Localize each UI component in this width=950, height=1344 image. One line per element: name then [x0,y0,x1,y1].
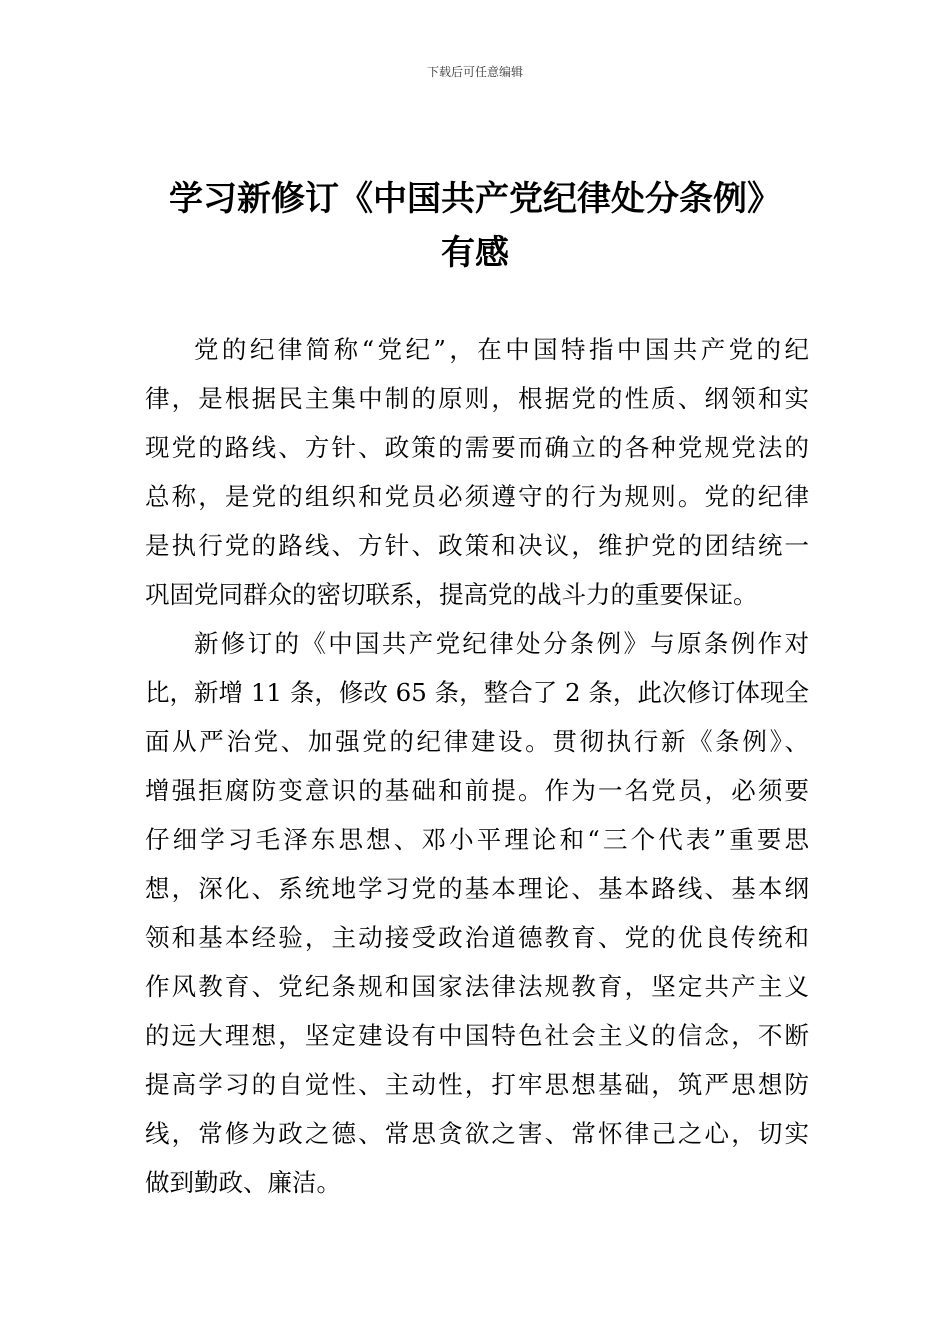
paragraph-line: 比，新增 11 条，修改 65 条，整合了 2 条，此次修订体现全 [145,678,809,707]
paragraph-2 [145,619,809,1207]
paragraph-line: 作风教育、党纪条规和国家法律法规教育，坚定共产主义 [145,972,809,1001]
title-line-1: 学习新修订《中国共产党纪律处分条例》 [169,179,781,219]
document-title [140,172,810,280]
paragraph-line: 律，是根据民主集中制的原则，根据党的性质、纲领和实 [145,384,809,413]
paragraph-line: 巩固党同群众的密切联系，提高党的战斗力的重要保证。 [145,580,758,609]
paragraph-line: 现党的路线、方针、政策的需要而确立的各种党规党法的 [145,433,809,462]
paragraph-line: 新修订的《中国共产党纪律处分条例》与原条例作对 [194,629,809,658]
paragraph-line: 仔细学习毛泽东思想、邓小平理论和“三个代表”重要思 [145,825,809,854]
paragraph-line: 面从严治党、加强党的纪律建设。贯彻执行新《条例》、 [145,727,809,756]
paragraph-line: 的远大理想，坚定建设有中国特色社会主义的信念，不断 [145,1021,809,1050]
paragraph-line: 提高学习的自觉性、主动性，打牢思想基础，筑严思想防 [145,1070,809,1099]
paragraph-line: 党的纪律简称“党纪”，在中国特指中国共产党的纪 [194,335,809,364]
paragraph-line: 增强拒腐防变意识的基础和前提。作为一名党员，必须要 [145,776,809,805]
header-note: 下载后可任意编辑 [426,65,523,79]
paragraph-1 [145,325,809,619]
paragraph-line: 领和基本经验，主动接受政治道德教育、党的优良传统和 [145,923,809,952]
paragraph-line: 想，深化、系统地学习党的基本理论、基本路线、基本纲 [145,874,809,903]
paragraph-line: 线，常修为政之德、常思贪欲之害、常怀律己之心，切实 [145,1119,809,1148]
paragraph-line: 是执行党的路线、方针、政策和决议，维护党的团结统一 [145,531,809,560]
title-line-2: 有感 [441,233,509,273]
paragraph-line: 总称，是党的组织和党员必须遵守的行为规则。党的纪律 [145,482,809,511]
paragraph-line: 做到勤政、廉洁。 [145,1168,341,1197]
document-body [145,325,809,1207]
